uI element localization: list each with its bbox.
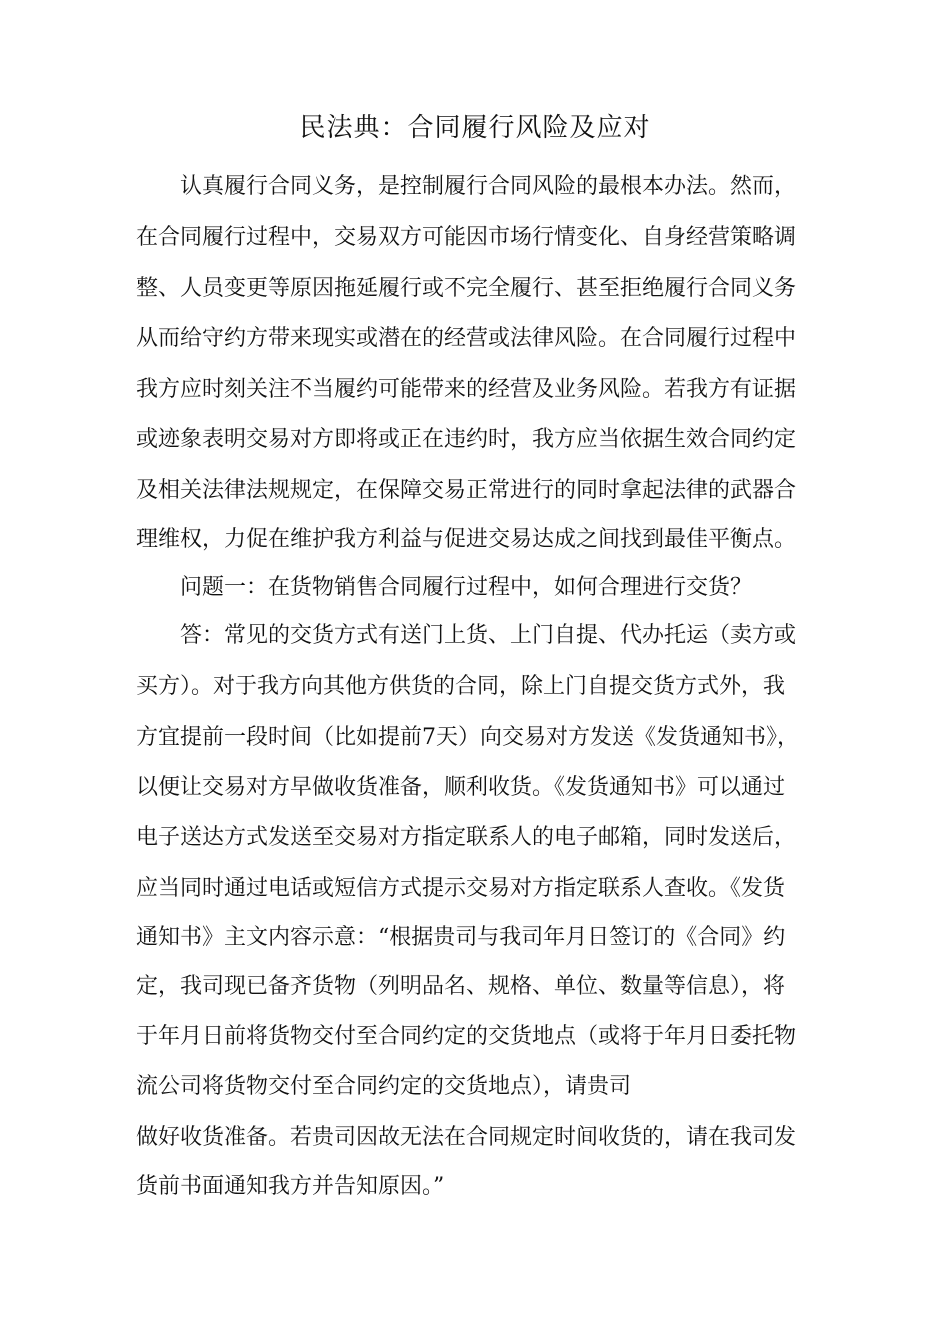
text-line: 从而给守约方带来现实或潜在的经营或法律风险。在合同履行过程中 <box>136 326 797 351</box>
text-line: 于年月日前将货物交付至合同约定的交货地点（或将于年月日委托物 <box>136 1024 797 1049</box>
text-line: 我方应时刻关注不当履约可能带来的经营及业务风险。若我方有证据 <box>136 377 797 402</box>
text-line: 及相关法律法规规定，在保障交易正常进行的同时拿起法律的武器合 <box>136 478 797 503</box>
text-line: 买方）。对于我方向其他方供货的合同，除上门自提交货方式外，我 <box>136 674 786 699</box>
document-title: 民法典：合同履行风险及应对 <box>299 113 651 143</box>
question-line: 问题一：在货物销售合同履行过程中，如何合理进行交货？ <box>136 575 753 600</box>
text-line: 通知书》主文内容示意：“根据贵司与我司年月日签订的《合同》约 <box>136 925 786 950</box>
text-line: 流公司将货物交付至合同约定的交货地点），请贵司 <box>136 1074 632 1099</box>
text-line: 电子送达方式发送至交易对方指定联系人的电子邮箱，同时发送后， <box>136 825 797 850</box>
text-line: 整、人员变更等原因拖延履行或不完全履行、甚至拒绝履行合同义务 <box>136 276 797 301</box>
text-line: 认真履行合同义务，是控制履行合同风险的最根本办法。然而， <box>136 174 797 199</box>
answer-line: 答：常见的交货方式有送门上货、上门自提、代办托运（卖方或 <box>136 623 797 648</box>
text-line: 货前书面通知我方并告知原因。” <box>136 1174 445 1199</box>
text-line: 以便让交易对方早做收货准备，顺利收货。《发货通知书》可以通过 <box>136 775 786 800</box>
text-line: 理维权，力促在维护我方利益与促进交易达成之间找到最佳平衡点。 <box>136 527 797 552</box>
text-line: 在合同履行过程中，交易双方可能因市场行情变化、自身经营策略调 <box>136 225 797 250</box>
text-line: 或迹象表明交易对方即将或正在违约时，我方应当依据生效合同约定 <box>136 427 797 452</box>
text-line: 应当同时通过电话或短信方式提示交易对方指定联系人查收。《发货 <box>136 876 786 901</box>
text-line: 定，我司现已备齐货物（列明品名、规格、单位、数量等信息），将 <box>136 974 786 999</box>
text-line: 做好收货准备。若贵司因故无法在合同规定时间收货的，请在我司发 <box>136 1125 797 1150</box>
text-line: 方宜提前一段时间（比如提前7天）向交易对方发送《发货通知书》， <box>136 725 799 750</box>
